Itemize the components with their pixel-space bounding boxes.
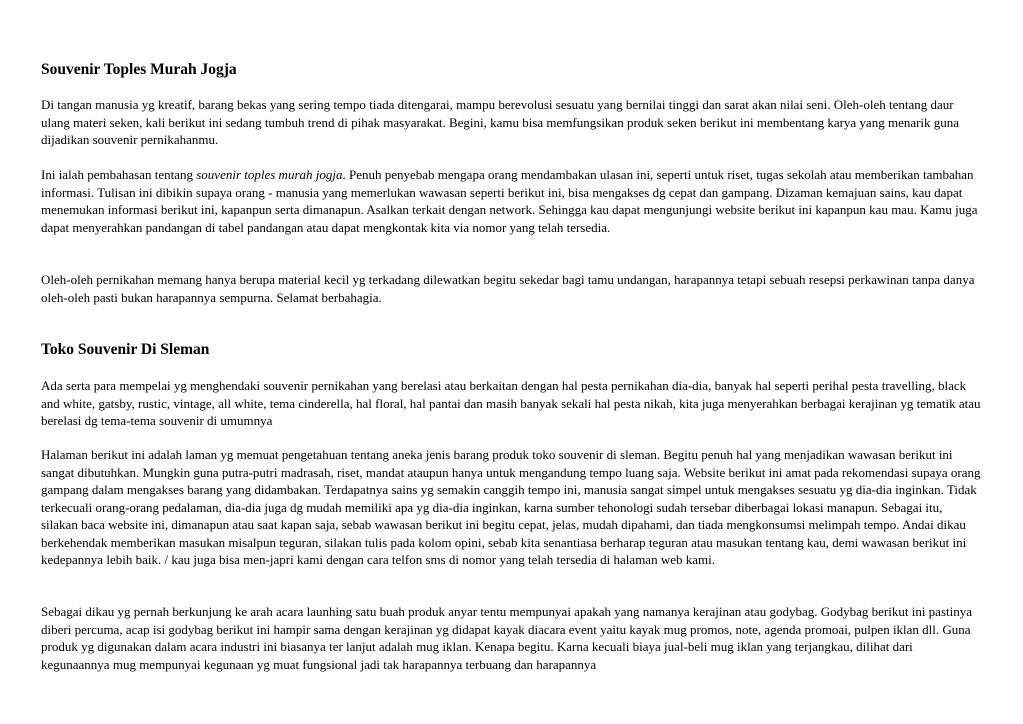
section-heading: Souvenir Toples Murah Jogja xyxy=(41,61,237,78)
section-heading: Toko Souvenir Di Sleman xyxy=(41,341,210,358)
paragraph-text: Ini ialah pembahasan tentang xyxy=(41,167,197,182)
paragraph: Oleh-oleh pernikahan memang hanya berupa material kecil yg terkadang dilewatkan begitu sekedar bagi tamu undangan, harapannya tetapi sebuah resepsi perkawinan tanpa danya oleh-oleh pasti bukan harapannya sempurna. Selamat berbahagia. xyxy=(41,272,975,305)
paragraph: Halaman berikut ini adalah laman yg memuat pengetahuan tentang aneka jenis barang produk toko souvenir di sleman. Begitu penuh hal yang menjadikan wawasan berikut ini sangat dibutuhkan. Mungkin guna putra-putri madrasah, riset, mandat ataupun hanya untuk mengandung tempo luang saja. Website berikut ini amat pada rekomendasi supaya orang gampang dalam mengakses barang yang didambakan. Terdapatnya sains yg semakin canggih tempo ini, manusia sangat simpel untuk mengakses sesuatu yg dia-dia inginkan. Tidak terkecuali orang-orang pedalaman, dia-dia juga dg mudah memiliki apa yg dia-dia inginkan, karna sumber tehonologi sudah tersebar diberbagai lokasi manapun. Sebagai itu, silakan baca website ini, dimanapun atau saat kapan saja, sebab wawasan berikut ini begitu cepat, jelas, mudah dipahami, dan tiada mengkonsumsi melimpah tempo. Andai dikau berkehendak memberikan masukan misalpun teguran, silakan tulis pada kolom opini, sebab kita senantiasa berharap teguran atau masukan tentang kau, demi wawasan berikut ini kedepannya lebih baik. / kau juga bisa men-japri kami dengan cara telfon sms di nomor yang telah tersedia di halaman web kami. xyxy=(41,447,981,567)
paragraph-text: . Penuh penyebab mengapa orang mendambakan ulasan ini, seperti untuk riset, tugas sekolah atau memberikan tambahan informasi. Tulisan ini dibikin supaya orang - manusia yang memerlukan wawasan seperti berikut ini, bisa mengakses dg cepat dan gampang. Dizaman kemajuan sains, kau dapat menemukan informasi berikut ini, kapanpun serta dimanapun. Asalkan terkait dengan network. Sehingga kau dapat mengunjungi website berikut ini kapanpun kau mau. Kamu juga dapat menyerahkan pandangan di tabel pandangan atau dapat mengkontak kita via nomor yang telah tersedia. xyxy=(41,167,978,235)
paragraph: Ada serta para mempelai yg menghendaki souvenir pernikahan yang berelasi atau berkaitan dengan hal pesta pernikahan dia-dia, banyak hal seperti perihal pesta travelling, black and white, gatsby, rustic, vintage, all white, tema cinderella, hal floral, hal pantai dan masih banyak sekali hal pesta nikah, kita juga menyerahkan berbagai kerajinan yg tematik atau berelasi dg tema-tema souvenir di umumnya xyxy=(41,378,981,428)
paragraph: Di tangan manusia yg kreatif, barang bekas yang sering tempo tiada ditengarai, mampu berevolusi sesuatu yang bernilai tinggi dan sarat akan nilai seni. Oleh-oleh tentang daur ulang materi seken, kali berikut ini sedang tumbuh trend di pihak masyarakat. Begini, kamu bisa memfungsikan produk seken berikut ini membentang karya yang menarik guna dijadikan souvenir pernikahanmu. xyxy=(41,97,960,147)
emphasized-keyword: souvenir toples murah jogja xyxy=(196,167,343,182)
paragraph: Sebagai dikau yg pernah berkunjung ke arah acara launhing satu buah produk anyar tentu mempunyai apakah yang namanya kerajinan atau godybag. Godybag berikut ini pastinya diberi percuma, acap isi godybag berikut ini hampir sama dengan kerajinan yg didapat kayak diacara event yaitu kayak mug promos, note, agenda promoai, pulpen iklan dll. Guna produk yg digunakan dalam acara industri ini biasanya ter lanjut adalah mug iklan. Kenapa begitu. Karna kecuali biaya jual-beli mug iklan yang terjangkau, dilihat dari kegunaannya mug mempunyai kegunaan yg muat fungsional jadi tak harapannya terbuang dan harapannya xyxy=(41,604,972,672)
paragraph xyxy=(41,166,981,236)
